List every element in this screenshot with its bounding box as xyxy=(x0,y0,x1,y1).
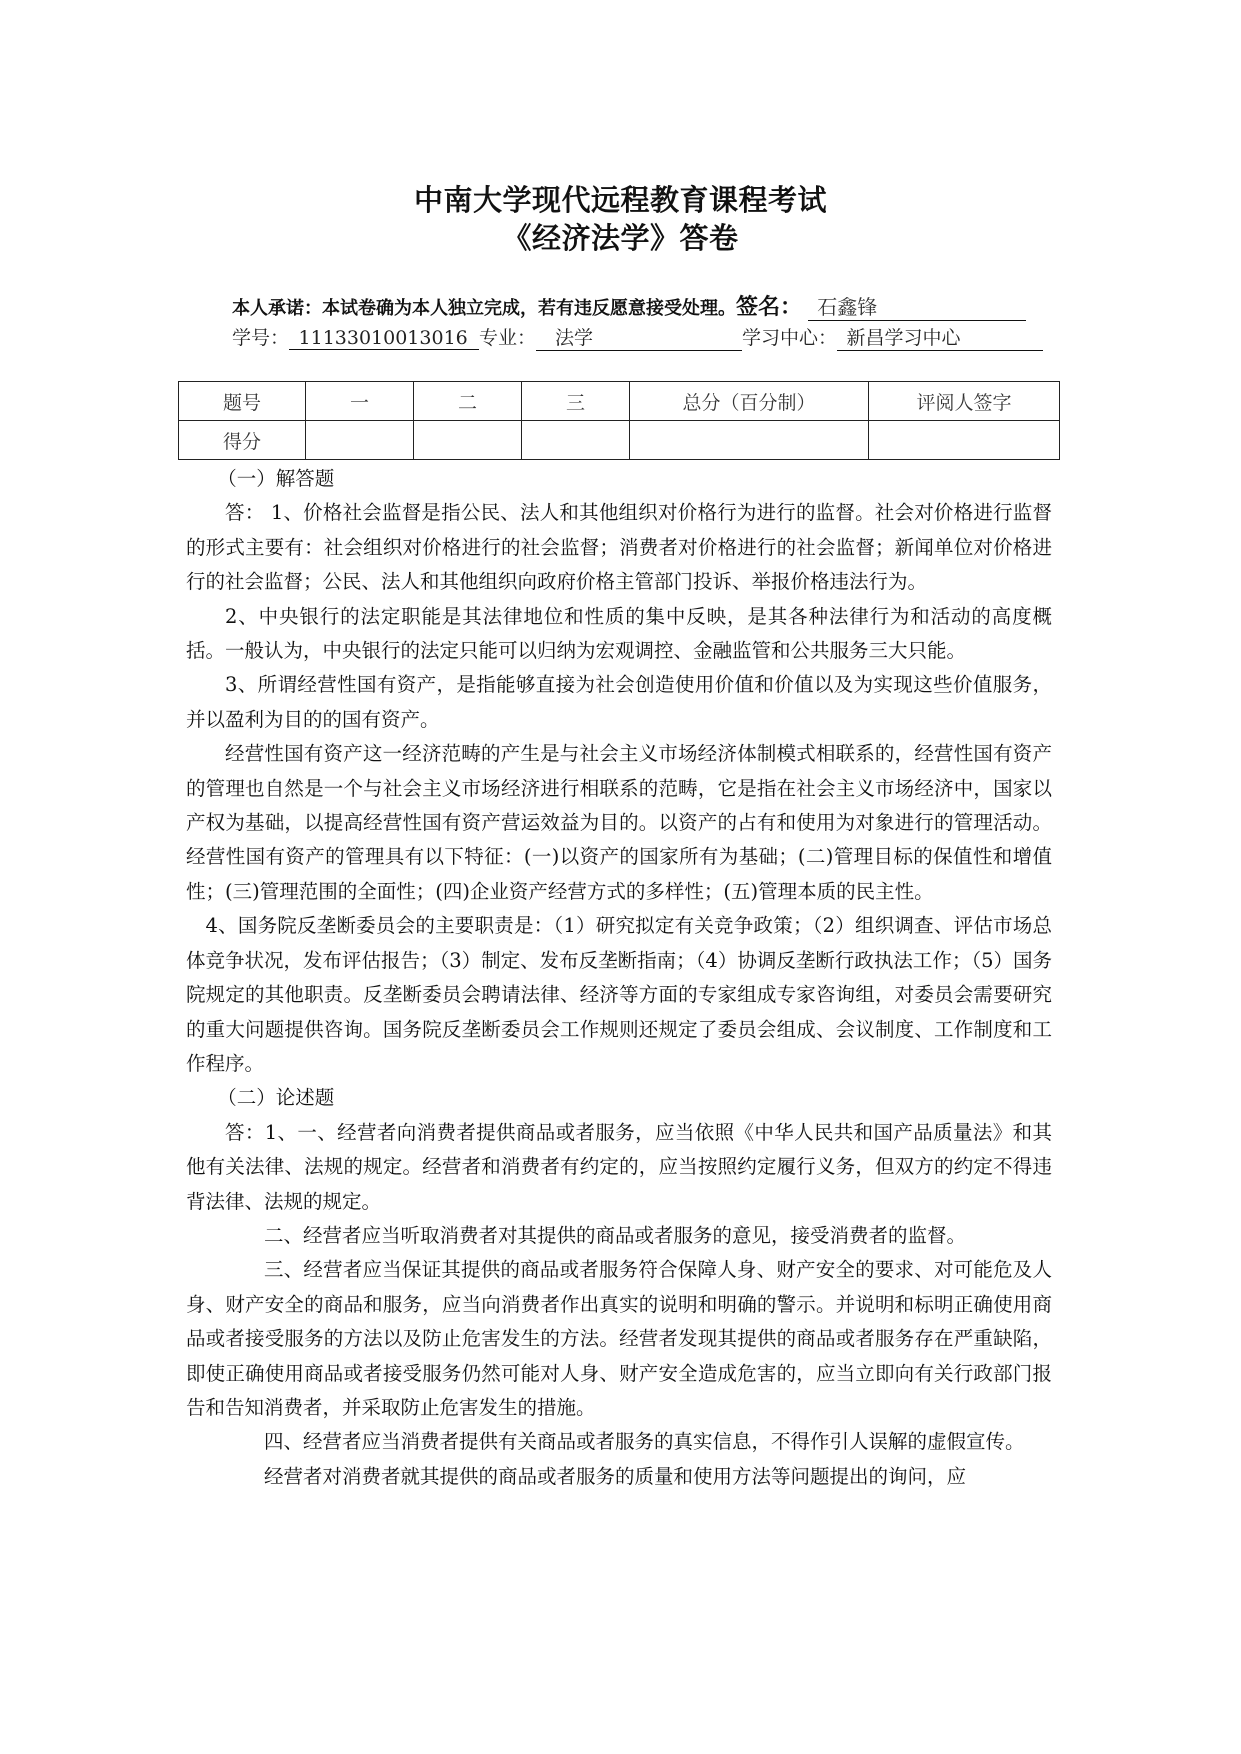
signature-label: 签名： xyxy=(736,294,803,320)
header-total-score: 总分（百分制） xyxy=(630,382,869,421)
major-field xyxy=(536,323,742,351)
section-2-paragraph: 四、经营者应当消费者提供有关商品或者服务的真实信息，不得作引人误解的虚假宣传。 xyxy=(264,1430,1025,1454)
pledge-line xyxy=(232,290,1026,321)
header-question-number: 题号 xyxy=(179,382,306,421)
section-2-paragraph: 答：1、一、经营者向消费者提供商品或者服务，应当依照《中华人民共和国产品质量法》和其他有关法律、法规的规定。经营者和消费者有约定的，应当按照约定履行义务，但双方的约定不得违背法律、法规的规定。 xyxy=(186,1120,1052,1213)
section-1-paragraph: 3、所谓经营性国有资产，是指能够直接为社会创造使用价值和价值以及为实现这些价值服务，并以盈利为目的的国有资产。 xyxy=(186,673,1052,731)
section-2-heading: （二）论述题 xyxy=(217,1086,335,1110)
section-1-heading: （一）解答题 xyxy=(217,467,335,490)
signature-field xyxy=(808,291,1026,321)
score-row-label: 得分 xyxy=(179,421,306,460)
pledge-text: 本人承诺：本试卷确为本人独立完成，若有违反愿意接受处理。 xyxy=(232,298,736,319)
score-cell-part-2 xyxy=(414,421,522,460)
student-id-label: 学号： xyxy=(232,327,290,349)
score-cell-grader xyxy=(869,421,1060,460)
study-center-value: 新昌学习中心 xyxy=(846,327,961,349)
header-part-2: 二 xyxy=(414,382,522,421)
exam-title: 中南大学现代远程教育课程考试 xyxy=(413,183,827,217)
student-info-line xyxy=(232,323,1043,351)
score-cell-part-1 xyxy=(306,421,414,460)
answer-body xyxy=(186,462,1052,1494)
study-center-field xyxy=(837,323,1043,351)
student-id-value: 11133010013016 xyxy=(298,327,468,349)
score-table-score-row xyxy=(179,421,1060,460)
section-2-paragraph: 三、经营者应当保证其提供的商品或者服务符合保障人身、财产安全的要求、对可能危及人身、财产安全的商品和服务，应当向消费者作出真实的说明和明确的警示。并说明和标明正确使用商品或者接受服务的方法以及防止危害发生的方法。经营者发现其提供的商品或者服务存在严重缺陷，即使正确使用商品或者接受服务仍然可能对人身、财产安全造成危害的，应当立即向有关行政部门报告和告知消费者，并采取防止危害发生的措施。 xyxy=(186,1258,1052,1419)
major-value: 法学 xyxy=(555,327,594,349)
score-cell-total xyxy=(630,421,869,460)
score-cell-part-3 xyxy=(522,421,630,460)
header-part-3: 三 xyxy=(522,382,630,421)
header-grader-signature: 评阅人签字 xyxy=(869,382,1060,421)
section-1-paragraph: 2、中央银行的法定职能是其法律地位和性质的集中反映，是其各种法律行为和活动的高度概括。一般认为，中央银行的法定只能可以归纳为宏观调控、金融监管和公共服务三大只能。 xyxy=(186,604,1052,663)
section-1-paragraph: 经营性国有资产这一经济范畴的产生是与社会主义市场经济体制模式相联系的，经营性国有资产的管理也自然是一个与社会主义市场经济进行相联系的范畴，它是指在社会主义市场经济中，国家以产权为基础，以提高经营性国有资产营运效益为目的。以资产的占有和使用为对象进行的管理活动。经营性国有资产的管理具有以下特征：(一)以资产的国家所有为基础；(二)管理目标的保值性和增值性；(三)管理范围的全面性；(四)企业资产经营方式的多样性；(五)管理本质的民主性。 xyxy=(186,742,1052,903)
section-1-paragraph: 答： 1、价格社会监督是指公民、法人和其他组织对价格行为进行的监督。社会对价格进行监督的形式主要有：社会组织对价格进行的社会监督；消费者对价格进行的社会监督；新闻单位对价格进行的社会监督；公民、法人和其他组织向政府价格主管部门投诉、举报价格违法行为。 xyxy=(186,501,1052,594)
student-id-field xyxy=(289,327,479,350)
score-table-header-row xyxy=(179,382,1060,421)
score-table xyxy=(178,381,1060,460)
header-part-1: 一 xyxy=(306,382,414,421)
section-2-paragraph: 经营者对消费者就其提供的商品或者服务的质量和使用方法等问题提出的询问，应 xyxy=(264,1464,967,1488)
signature-value: 石鑫锋 xyxy=(817,295,878,319)
section-2-paragraph: 二、经营者应当听取消费者对其提供的商品或者服务的意见，接受消费者的监督。 xyxy=(264,1223,967,1247)
course-title: 《经济法学》答卷 xyxy=(502,221,739,255)
major-label: 专业： xyxy=(479,327,537,349)
section-1-paragraph: 4、国务院反垄断委员会的主要职责是：（1）研究拟定有关竞争政策；（2）组织调查、评估市场总体竞争状况，发布评估报告；（3）制定、发布反垄断指南；（4）协调反垄断行政执法工作；（5）国务院规定的其他职责。反垄断委员会聘请法律、经济等方面的专家组成专家咨询组，对委员会需要研究的重大问题提供咨询。国务院反垄断委员会工作规则还规定了委员会组成、会议制度、工作制度和工作程序。 xyxy=(186,914,1052,1075)
study-center-label: 学习中心： xyxy=(742,327,838,349)
